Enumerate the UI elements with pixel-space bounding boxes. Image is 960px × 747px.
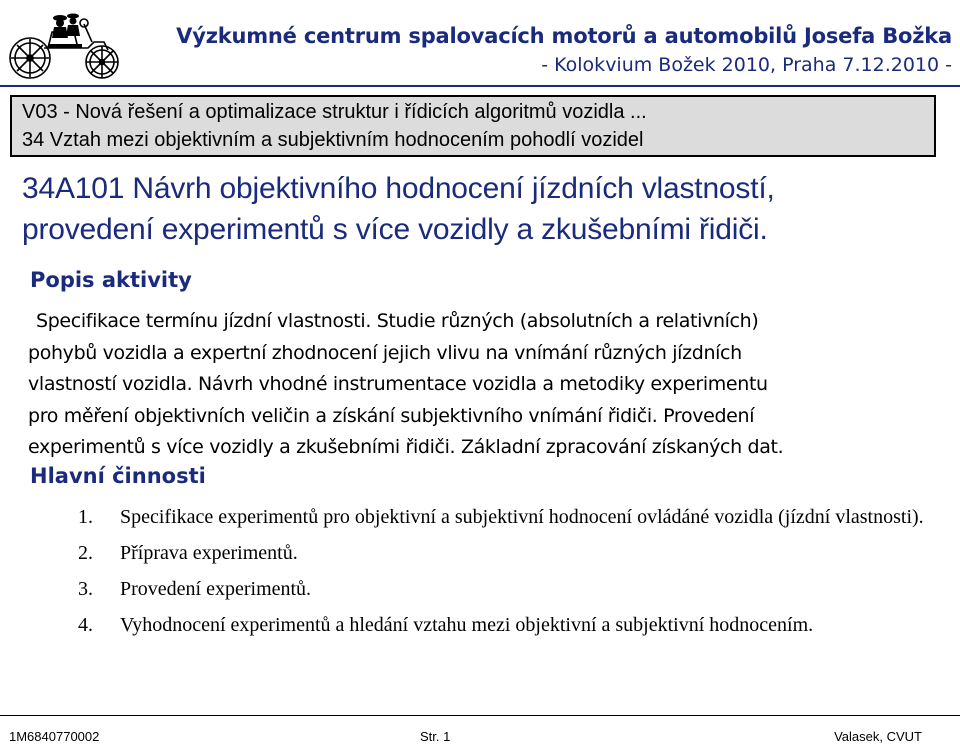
list-item-text: Vyhodnocení experimentů a hledání vztahu mezi objektivní a subjektivní hodnocením.: [120, 614, 814, 636]
list-item-number: 3.: [78, 578, 93, 600]
list-item: [78, 610, 960, 640]
description-line: vlastností vozidla. Návrh vhodné instrumentace vozidla a metodiky experimentu: [28, 373, 768, 396]
list-item-number: 1.: [78, 506, 93, 528]
topic-box: [10, 95, 936, 157]
section-heading-popis: Popis aktivity: [30, 268, 192, 292]
header-subtitle: - Kolokvium Božek 2010, Praha 7.12.2010 -: [541, 54, 952, 76]
header-divider: [0, 85, 960, 87]
main-title-line-2: provedení experimentů s více vozidly a zkušebními řidiči.: [22, 213, 768, 246]
list-item: [78, 538, 960, 568]
vintage-automobile-icon: [4, 2, 126, 82]
footer-divider: [0, 715, 960, 716]
description-line: pro měření objektivních veličin a získání subjektivního vnímání řidiči. Provedení: [28, 404, 755, 427]
section-heading-hlavni: Hlavní činnosti: [30, 464, 206, 488]
main-title: [22, 168, 952, 250]
header-title: Výzkumné centrum spalovacích motorů a automobilů Josefa Božka: [176, 24, 952, 48]
description-line: Specifikace termínu jízdní vlastnosti. Studie různých (absolutních a relativních): [36, 310, 759, 332]
list-item-number: 4.: [78, 614, 93, 636]
list-item-text: Specifikace experimentů pro objektivní a subjektivní hodnocení ovládáné vozidla (jízdní vlastnosti).: [120, 506, 924, 528]
description-line: pohybů vozidla a expertní zhodnocení jejich vlivu na vnímání různých jízdních: [28, 341, 742, 364]
topic-line-2: 34 Vztah mezi objektivním a subjektivním hodnocením pohodlí vozidel: [22, 129, 644, 151]
list-item: [78, 574, 960, 604]
topic-line-1: V03 - Nová řešení a optimalizace struktur i řídicích algoritmů vozidla ...: [22, 101, 647, 123]
activity-description: [28, 306, 952, 464]
description-line: experimentů s více vozidly a zkušebními řidiči. Základní zpracování získaných dat.: [28, 436, 784, 459]
list-item-number: 2.: [78, 542, 93, 564]
list-item-text: Provedení experimentů.: [120, 578, 312, 600]
main-activities-list: [78, 502, 960, 640]
list-item: [78, 502, 960, 532]
main-title-line-1: 34A101 Návrh objektivního hodnocení jízdních vlastností,: [22, 172, 775, 205]
list-item-text: Příprava experimentů.: [120, 542, 298, 564]
footer-author: Valasek, CVUT: [834, 729, 922, 744]
footer-project-code: 1M6840770002: [9, 729, 100, 744]
footer-page-number: Str. 1: [420, 729, 451, 744]
